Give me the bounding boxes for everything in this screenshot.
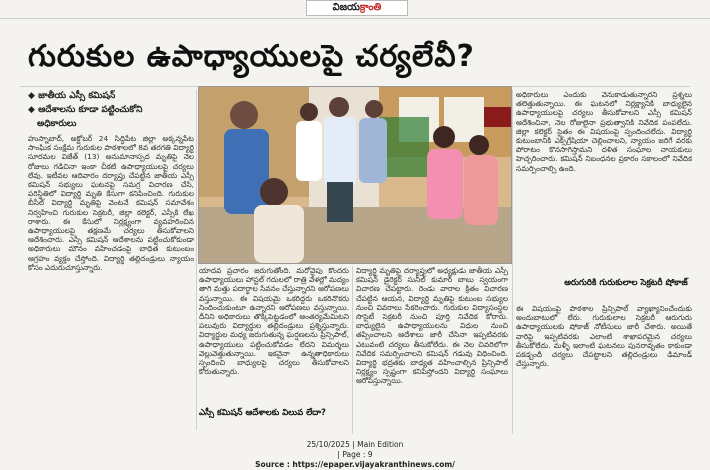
subheading-commission-orders: ఎస్సీ కమిషన్ ఆదేశాలకు విలువ లేదా?	[199, 408, 326, 418]
top-rule	[0, 18, 710, 19]
article-headline: గురుకుల ఉపాధ్యాయులపై చర్యలేవీ?	[28, 39, 475, 74]
left-column-text: హుస్నాబాద్, అక్టోబర్ 24 సిద్ధిపేట జిల్లా అక్కన్నపేట సాంఘిక సంక్షేమ గురుకుల పాఠశాలలో 8వ తరగతి విద్యార్థి సూరమల విజేత్ (13) అనుమానాస్పద మృతిపై నెల రోజులు గడిచినా ఇంకా చీకటి ఉపాధ్యాయులపై చర్యలు లేవు. ఇటీవల ఆదివారం దర్యాప్తు చేపట్టిన జాతీయ ఎస్సీ కమిషన్ సభ్యులు ఘటనపై సమగ్ర విచారణ చేసి, పరిస్థితిలో విద్యార్థి మృతి కేసుగా కనిపించింది. గురుకుల బీసీల్ విద్యార్థి మృతిపై వెంటనే కమిషన్ సమావేశం నిర్వహించి గురుకుల సెక్రటరీ, జిల్లా కలెక్టర్, ఎస్పీకి లేఖ రాశారు. ఈ కేసులో నిర్లక్ష్యంగా వ్యవహరించిన ఉపాధ్యాయులపై తక్షణమే చర్యలు తీసుకోవాలని ఆదేశించారు. ఎస్సీ కమిషన్ ఆదేశాలను పట్టించుకోకుండా అధికారులు మౌనం వహించడంపై బాధిత కుటుంబం ఆగ్రహం వ్యక్తం చేస్తోంది. విద్యార్థి తల్లిదండ్రులు న్యాయం కోసం ఎదురుచూస్తున్నారు.	[28, 134, 194, 272]
column-divider-1	[196, 90, 197, 430]
column-divider-2	[352, 266, 353, 434]
masthead-part-2: క్రాంతి	[359, 2, 382, 13]
footer-page: | Page : 9	[337, 450, 373, 459]
subheading-showcause: అరుగురికి గురుకులాల సెక్రటరీ షోకాజ్	[564, 278, 688, 288]
article-kicker	[28, 90, 196, 130]
middle-lower-text: యాదవ ప్రచారం జరుగుతోంది. మరోవైపు కొందరు ఉపాధ్యాయులు హాస్టల్ గదులలో రాత్రి వేళల్లో మద్యం తాగి మత్తు పదార్థాల సేవనం చేస్తున్నారని ఆరోపణలు వస్తున్నాయి. ఈ విషయమై ఒకరిద్దరు ఒకరినొకరు నిందించుకుంటూ ఉన్నారని ఆరోపణలు వస్తున్నాయి. దీనిని అధికారులు తొక్కిపెట్టడంలో ఆంతర్యమేమిటని పలువురు విద్యార్థుల తల్లిదండ్రులు ప్రశ్నిస్తున్నారు. విద్యార్థుల మధ్య జరుగుతున్న ఘర్షణలను ప్రిన్సిపాల్, ఉపాధ్యాయులు పట్టించుకోవడం లేదని విమర్శలు వెల్లువెత్తుతున్నాయి. ఇకనైనా ఉన్నతాధికారులు స్పందించి బాధ్యులపై చర్యలు తీసుకోవాలని కోరుతున్నారు.	[199, 266, 349, 377]
footer-source: Source : https://epaper.vijayakranthinews.com/	[255, 460, 455, 469]
news-photo-school-visit	[198, 86, 512, 264]
right-column-text: అధికారులు ఎందుకు వెనుకాడుతున్నారని ప్రశ్నలు తలెత్తుతున్నాయి. ఈ ఘటనలో నిర్లక్ష్యానికి బాధ్యులైన ఉపాధ్యాయులపై చర్యలు తీసుకోవాలని ఎస్సీ కమిషన్ ఆదేశించినా, నెల రోజులైనా ప్రభుత్వానికి నివేదిక పంపలేదు. జిల్లా కలెక్టర్ సైతం ఈ విషయంపై స్పందించలేదు. విద్యార్థి కుటుంబానికి ఎక్స్‌గ్రేషియా చెల్లించాలని, న్యాయం జరిగే వరకు పోరాటం కొనసాగిస్తామని దళిత సంఘాల నాయకులు హెచ్చరించారు. కమిషన్ నిబంధనల ప్రకారం సకాలంలో నివేదిక సమర్పించాల్సి ఉంది.	[516, 90, 692, 173]
footer-edition: 25/10/2025 | Main Edition	[306, 440, 404, 449]
center-lower-text: విద్యార్థి మృతిపై దర్యాప్తులో అధ్యక్షుడు జాతీయ ఎస్సీ కమిషన్ డైరెక్టర్ సునీల్ కుమార్ బాబు స్వయంగా విచారణ చేపట్టారు. రెండు వారాల క్రితం విచారణ చేపట్టిన ఆయన, విద్యార్థి మృతిపై కుటుంబ సభ్యుల నుంచి వివరాలు సేకరించారు. గురుకుల విద్యాసంస్థల సొసైటీ సెక్రటరీ నుంచి పూర్తి నివేదిక కోరారు. బాధ్యులైన ఉపాధ్యాయులను విధుల నుంచి తప్పించాలని ఆదేశాలు జారీ చేసినా ఇప్పటివరకు ఎటువంటి చర్యలు తీసుకోలేదు. ఈ నెల చివరిలోగా నివేదిక సమర్పించాలని కమిషన్ గడువు విధించింది. విద్యార్థి భద్రతకు బాధ్యత వహించాల్సిన ప్రిన్సిపాల్ నిర్లక్ష్యం స్పష్టంగా కనిపిస్తోందని విద్యార్థి సంఘాలు ఆరోపిస్తున్నాయి.	[356, 266, 508, 386]
photo-illustration	[199, 87, 511, 263]
right-lower-text: ఈ విషయంపై పాఠశాల ప్రిన్సిపాల్ వ్యాఖ్యానించేందుకు అందుబాటులో లేరు. గురుకులాల సెక్రటరీ ఆరుగురు ఉపాధ్యాయులకు షోకాజ్ నోటీసులు జారీ చేశారు. అయితే వారిపై ఇప్పటివరకు ఎలాంటి శాఖాపరమైన చర్యలు తీసుకోలేదు. మళ్ళీ ఇలాంటి ఘటనలు పునరావృతం కాకుండా పకడ్బందీ చర్యలు చేపట్టాలని తల్లిదండ్రులు డిమాండ్ చేస్తున్నారు.	[516, 304, 692, 369]
kicker-line-3: అధికారులు	[37, 119, 77, 129]
newspaper-masthead	[306, 0, 408, 16]
kicker-line-2: ◆ ఆదేశాలను కూడా పట్టించుకోని	[28, 105, 143, 115]
kicker-line-1: ◆ జాతీయ ఎస్సీ కమిషన్	[28, 91, 116, 101]
column-divider-3	[512, 90, 513, 434]
masthead-part-1: విజయ	[332, 2, 360, 13]
page-footer	[0, 440, 710, 470]
